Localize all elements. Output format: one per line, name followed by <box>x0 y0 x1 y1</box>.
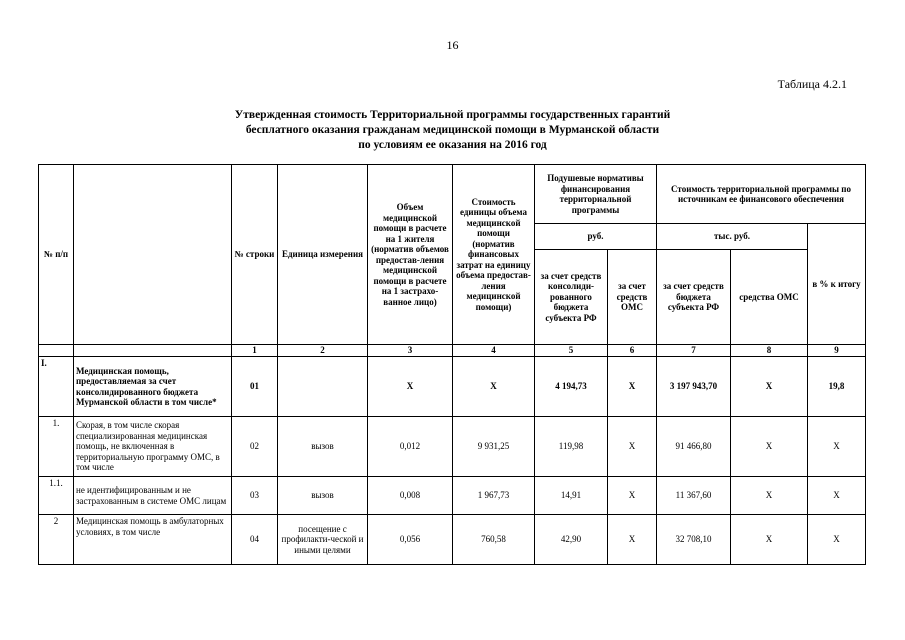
title-line-2: бесплатного оказания гражданам медицинской помощи в Мурманской области <box>245 124 660 136</box>
row-num: 2 <box>39 515 74 565</box>
row-line: 04 <box>232 515 278 565</box>
row-pc-oms: X <box>608 417 657 477</box>
table-row <box>39 515 866 565</box>
header-name <box>74 165 232 345</box>
table-row <box>39 477 866 515</box>
row-cost: 1 967,73 <box>453 477 535 515</box>
column-number: 8 <box>731 345 808 357</box>
row-total-oms: X <box>731 417 808 477</box>
header-unit-thousand-rub: тыс. руб. <box>657 224 808 250</box>
row-percent: X <box>808 515 866 565</box>
row-name: Скорая, в том числе скорая специализированная медицинская помощь, не включенная в территориальную программу ОМС, в том числе <box>74 417 232 477</box>
column-number: 1 <box>232 345 278 357</box>
row-volume: 0,008 <box>368 477 453 515</box>
row-name: Медицинская помощь, предоставляемая за счет консолидированного бюджета Мурманской области в том числе* <box>74 357 232 417</box>
row-total-budget: 3 197 943,70 <box>657 357 731 417</box>
row-cost: 760,58 <box>453 515 535 565</box>
header-cost: Стоимость единицы объема медицинской помощи (норматив финансовых затрат на единицу объема предостав-ления медицинской помощи) <box>453 165 535 345</box>
row-percent: 19,8 <box>808 357 866 417</box>
row-num: I. <box>39 357 74 417</box>
row-unit: вызов <box>278 477 368 515</box>
header-line: № строки <box>232 165 278 345</box>
row-name: Медицинская помощь в амбулаторных условиях, в том числе <box>74 515 232 565</box>
column-number: 2 <box>278 345 368 357</box>
row-unit <box>278 357 368 417</box>
header-pc-oms: за счет средств ОМС <box>608 250 657 345</box>
table-row <box>39 357 866 417</box>
page-number: 16 <box>446 38 459 52</box>
table-title <box>0 108 905 153</box>
row-percent: X <box>808 477 866 515</box>
row-pc-budget: 119,98 <box>535 417 608 477</box>
column-number <box>39 345 74 357</box>
cost-table <box>38 164 866 565</box>
title-line-3: по условиям ее оказания на 2016 год <box>358 139 547 151</box>
row-total-oms: X <box>731 357 808 417</box>
row-volume: X <box>368 357 453 417</box>
row-pc-budget: 4 194,73 <box>535 357 608 417</box>
table-row <box>39 417 866 477</box>
row-volume: 0,012 <box>368 417 453 477</box>
table-label: Таблица 4.2.1 <box>777 77 847 91</box>
row-cost: X <box>453 357 535 417</box>
row-volume: 0,056 <box>368 515 453 565</box>
header-num: № п/п <box>39 165 74 345</box>
column-number: 3 <box>368 345 453 357</box>
column-number: 5 <box>535 345 608 357</box>
header-per-capita: Подушевые нормативы финансирования территориальной программы <box>535 165 657 224</box>
header-unit-rub: руб. <box>535 224 657 250</box>
row-line: 01 <box>232 357 278 417</box>
row-pc-oms: X <box>608 477 657 515</box>
header-total-oms: средства ОМС <box>731 250 808 345</box>
column-number: 7 <box>657 345 731 357</box>
column-number: 6 <box>608 345 657 357</box>
column-number <box>74 345 232 357</box>
row-line: 02 <box>232 417 278 477</box>
row-cost: 9 931,25 <box>453 417 535 477</box>
row-unit: посещение с профилакти-ческой и иными целями <box>278 515 368 565</box>
row-unit: вызов <box>278 417 368 477</box>
column-numbers-row <box>39 345 866 357</box>
row-line: 03 <box>232 477 278 515</box>
header-unit: Единица измерения <box>278 165 368 345</box>
row-total-oms: X <box>731 515 808 565</box>
column-number: 4 <box>453 345 535 357</box>
header-total-budget: за счет средств бюджета субъекта РФ <box>657 250 731 345</box>
row-pc-budget: 42,90 <box>535 515 608 565</box>
row-pc-oms: X <box>608 357 657 417</box>
row-num: 1.1. <box>39 477 74 515</box>
row-total-budget: 91 466,80 <box>657 417 731 477</box>
title-line-1: Утвержденная стоимость Территориальной программы государственных гарантий <box>234 109 671 121</box>
row-percent: X <box>808 417 866 477</box>
row-total-budget: 11 367,60 <box>657 477 731 515</box>
row-name: не идентифицированным и не застрахованным в системе ОМС лицам <box>74 477 232 515</box>
row-total-oms: X <box>731 477 808 515</box>
row-pc-oms: X <box>608 515 657 565</box>
header-percent: в % к итогу <box>808 224 866 345</box>
row-total-budget: 32 708,10 <box>657 515 731 565</box>
header-pc-budget: за счет средств консолиди-рованного бюджета субъекта РФ <box>535 250 608 345</box>
header-total: Стоимость территориальной программы по источникам ее финансового обеспечения <box>657 165 866 224</box>
row-num: 1. <box>39 417 74 477</box>
header-volume: Объем медицинской помощи в расчете на 1 жителя (норматив объемов предостав-ления медицинской помощи в расчете на 1 застрахо-ванное лицо) <box>368 165 453 345</box>
row-pc-budget: 14,91 <box>535 477 608 515</box>
column-number: 9 <box>808 345 866 357</box>
